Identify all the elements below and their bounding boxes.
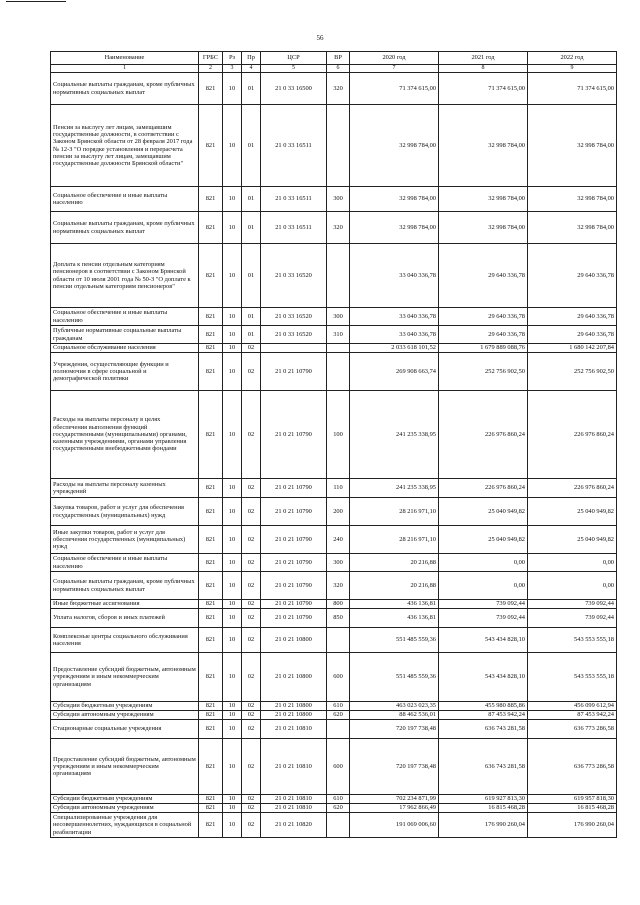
row-grbs: 821 [199, 739, 223, 795]
row-name: Расходы на выплаты персоналу казенных учреждений [51, 479, 199, 498]
row-grbs: 821 [199, 720, 223, 739]
column-index: 3 [223, 65, 242, 73]
row-vr [327, 105, 350, 187]
header-pr: Пр [242, 52, 261, 65]
table-row [51, 628, 617, 653]
row-rz: 10 [223, 739, 242, 795]
column-index: 8 [439, 65, 528, 73]
table-row [51, 600, 617, 609]
table-row [51, 795, 617, 804]
row-rz: 10 [223, 479, 242, 498]
row-amount-2020: 436 136,81 [350, 609, 439, 628]
row-grbs: 821 [199, 600, 223, 609]
row-pr: 01 [242, 326, 261, 344]
row-amount-2022: 543 553 555,18 [528, 628, 617, 653]
row-amount-2020: 32 998 784,00 [350, 105, 439, 187]
row-vr: 320 [327, 73, 350, 105]
row-amount-2021: 226 976 860,24 [439, 479, 528, 498]
row-rz: 10 [223, 244, 242, 308]
row-name: Иные закупки товаров, работ и услуг для обеспечения государственных (муниципальных) нужд [51, 526, 199, 554]
row-pr: 02 [242, 479, 261, 498]
row-amount-2020: 17 962 866,49 [350, 804, 439, 813]
row-rz: 10 [223, 813, 242, 838]
row-csr: 21 0 33 16500 [261, 73, 327, 105]
row-rz: 10 [223, 498, 242, 526]
row-csr: 21 0 21 10790 [261, 391, 327, 479]
row-pr: 01 [242, 187, 261, 212]
row-amount-2021: 87 453 942,24 [439, 711, 528, 720]
row-rz: 10 [223, 187, 242, 212]
row-amount-2022: 29 640 336,78 [528, 308, 617, 326]
row-csr: 21 0 21 10790 [261, 479, 327, 498]
row-name: Социальное обслуживание населения [51, 344, 199, 353]
row-name: Стационарные социальные учреждения [51, 720, 199, 739]
budget-table [50, 51, 617, 838]
row-amount-2020: 2 033 618 101,52 [350, 344, 439, 353]
row-rz: 10 [223, 711, 242, 720]
table-row [51, 73, 617, 105]
row-amount-2020: 33 040 336,78 [350, 326, 439, 344]
row-rz: 10 [223, 105, 242, 187]
table-row [51, 554, 617, 572]
row-csr: 21 0 21 10800 [261, 628, 327, 653]
table-row [51, 353, 617, 391]
row-csr: 21 0 21 10790 [261, 526, 327, 554]
row-grbs: 821 [199, 554, 223, 572]
page-number: 56 [316, 34, 324, 42]
row-pr: 02 [242, 498, 261, 526]
row-amount-2021: 16 815 468,28 [439, 804, 528, 813]
header-name: Наименование [51, 52, 199, 65]
row-grbs: 821 [199, 804, 223, 813]
row-amount-2022: 71 374 615,00 [528, 73, 617, 105]
row-csr: 21 0 33 16520 [261, 244, 327, 308]
row-amount-2020: 28 216 971,10 [350, 498, 439, 526]
row-amount-2022: 176 990 260,04 [528, 813, 617, 838]
table-row [51, 804, 617, 813]
row-rz: 10 [223, 554, 242, 572]
row-csr: 21 0 21 10800 [261, 711, 327, 720]
row-name: Социальные выплаты гражданам, кроме публичных нормативных социальных выплат [51, 212, 199, 244]
row-grbs: 821 [199, 572, 223, 600]
row-grbs: 821 [199, 326, 223, 344]
row-rz: 10 [223, 804, 242, 813]
table-row [51, 187, 617, 212]
row-amount-2021: 739 092,44 [439, 600, 528, 609]
row-vr: 300 [327, 554, 350, 572]
row-amount-2022: 32 998 784,00 [528, 105, 617, 187]
row-amount-2022: 543 553 555,18 [528, 653, 617, 702]
row-name: Комплексные центры социального обслуживания населения [51, 628, 199, 653]
row-csr: 21 0 33 16520 [261, 308, 327, 326]
header-2020: 2020 год [350, 52, 439, 65]
row-amount-2022: 636 773 286,58 [528, 739, 617, 795]
row-pr: 02 [242, 711, 261, 720]
row-name: Специализированные учреждения для несовершеннолетних, нуждающихся в социальной реабилитации [51, 813, 199, 838]
row-amount-2021: 32 998 784,00 [439, 105, 528, 187]
row-grbs: 821 [199, 702, 223, 711]
row-grbs: 821 [199, 391, 223, 479]
header-csr: ЦСР [261, 52, 327, 65]
row-amount-2020: 463 023 023,35 [350, 702, 439, 711]
header-grbs: ГРБС [199, 52, 223, 65]
row-amount-2022: 739 092,44 [528, 609, 617, 628]
row-amount-2022: 0,00 [528, 572, 617, 600]
row-vr: 620 [327, 711, 350, 720]
row-vr: 600 [327, 739, 350, 795]
row-amount-2022: 87 453 942,24 [528, 711, 617, 720]
row-name: Субсидии автономным учреждениям [51, 804, 199, 813]
row-grbs: 821 [199, 73, 223, 105]
row-grbs: 821 [199, 344, 223, 353]
row-vr: 100 [327, 391, 350, 479]
row-name: Социальные выплаты гражданам, кроме публичных нормативных социальных выплат [51, 73, 199, 105]
top-edge-line [6, 1, 66, 2]
table-row [51, 526, 617, 554]
row-amount-2021: 25 040 949,82 [439, 526, 528, 554]
row-amount-2021: 619 927 813,30 [439, 795, 528, 804]
row-amount-2020: 551 485 559,36 [350, 653, 439, 702]
row-amount-2020: 33 040 336,78 [350, 244, 439, 308]
row-amount-2020: 720 197 738,48 [350, 739, 439, 795]
row-rz: 10 [223, 628, 242, 653]
row-name: Социальное обеспечение и иные выплаты населению [51, 554, 199, 572]
row-name: Субсидии автономным учреждениям [51, 711, 199, 720]
row-vr [327, 353, 350, 391]
row-vr: 110 [327, 479, 350, 498]
table-row [51, 653, 617, 702]
table-row [51, 105, 617, 187]
row-pr: 02 [242, 813, 261, 838]
row-csr: 21 0 33 16520 [261, 326, 327, 344]
row-amount-2021: 636 743 281,58 [439, 739, 528, 795]
row-amount-2021: 71 374 615,00 [439, 73, 528, 105]
row-pr: 02 [242, 609, 261, 628]
row-name: Субсидии бюджетным учреждениям [51, 702, 199, 711]
table-row [51, 326, 617, 344]
row-name: Предоставление субсидий бюджетным, автономным учреждениям и иным некоммерческим организациям [51, 739, 199, 795]
row-rz: 10 [223, 702, 242, 711]
row-amount-2021: 29 640 336,78 [439, 308, 528, 326]
table-row [51, 212, 617, 244]
table-row [51, 391, 617, 479]
row-amount-2021: 29 640 336,78 [439, 244, 528, 308]
row-vr [327, 720, 350, 739]
row-pr: 02 [242, 720, 261, 739]
row-pr: 02 [242, 600, 261, 609]
row-amount-2020: 241 235 338,95 [350, 479, 439, 498]
row-name: Закупка товаров, работ и услуг для обеспечения государственных (муниципальных) нужд [51, 498, 199, 526]
column-index: 4 [242, 65, 261, 73]
row-grbs: 821 [199, 187, 223, 212]
row-vr: 320 [327, 572, 350, 600]
table-header-row [51, 52, 617, 65]
table-row [51, 711, 617, 720]
row-rz: 10 [223, 308, 242, 326]
row-amount-2022: 25 040 949,82 [528, 526, 617, 554]
row-amount-2022: 1 680 142 207,84 [528, 344, 617, 353]
row-csr: 21 0 33 16511 [261, 105, 327, 187]
row-rz: 10 [223, 212, 242, 244]
row-amount-2022: 29 640 336,78 [528, 326, 617, 344]
row-rz: 10 [223, 73, 242, 105]
row-vr: 620 [327, 804, 350, 813]
row-amount-2021: 176 990 260,04 [439, 813, 528, 838]
row-rz: 10 [223, 609, 242, 628]
row-amount-2022: 0,00 [528, 554, 617, 572]
row-pr: 02 [242, 391, 261, 479]
row-vr: 610 [327, 702, 350, 711]
row-grbs: 821 [199, 308, 223, 326]
row-vr: 800 [327, 600, 350, 609]
row-grbs: 821 [199, 628, 223, 653]
column-index: 9 [528, 65, 617, 73]
row-rz: 10 [223, 344, 242, 353]
table-row [51, 702, 617, 711]
row-amount-2021: 543 434 828,10 [439, 653, 528, 702]
row-grbs: 821 [199, 711, 223, 720]
row-pr: 02 [242, 804, 261, 813]
row-csr: 21 0 21 10800 [261, 702, 327, 711]
row-amount-2020: 269 908 663,74 [350, 353, 439, 391]
row-pr: 01 [242, 105, 261, 187]
row-csr: 21 0 21 10820 [261, 813, 327, 838]
row-amount-2020: 28 216 971,10 [350, 526, 439, 554]
table-row [51, 609, 617, 628]
row-grbs: 821 [199, 212, 223, 244]
header-2022: 2022 год [528, 52, 617, 65]
table-row [51, 244, 617, 308]
row-csr: 21 0 33 16511 [261, 187, 327, 212]
table-row [51, 479, 617, 498]
row-amount-2021: 226 976 860,24 [439, 391, 528, 479]
row-vr: 200 [327, 498, 350, 526]
row-amount-2021: 0,00 [439, 572, 528, 600]
table-row [51, 739, 617, 795]
row-name: Расходы на выплаты персоналу в целях обеспечения выполнения функций государственными (муниципальными) органами, казенными учреждениями, органами управления государственными внебюджетными фондами [51, 391, 199, 479]
row-csr: 21 0 21 10790 [261, 609, 327, 628]
table-row [51, 308, 617, 326]
row-csr: 21 0 21 10810 [261, 795, 327, 804]
row-rz: 10 [223, 391, 242, 479]
row-amount-2020: 720 197 738,48 [350, 720, 439, 739]
table-body [51, 73, 617, 838]
row-vr: 240 [327, 526, 350, 554]
row-amount-2021: 32 998 784,00 [439, 212, 528, 244]
row-amount-2022: 226 976 860,24 [528, 391, 617, 479]
row-amount-2020: 33 040 336,78 [350, 308, 439, 326]
row-name: Социальное обеспечение и иные выплаты населению [51, 308, 199, 326]
row-rz: 10 [223, 572, 242, 600]
row-amount-2021: 739 092,44 [439, 609, 528, 628]
row-grbs: 821 [199, 244, 223, 308]
row-pr: 02 [242, 572, 261, 600]
row-pr: 02 [242, 353, 261, 391]
row-amount-2022: 25 040 949,82 [528, 498, 617, 526]
row-name: Социальное обеспечение и иные выплаты населению [51, 187, 199, 212]
row-csr: 21 0 21 10810 [261, 804, 327, 813]
row-amount-2020: 88 462 536,01 [350, 711, 439, 720]
column-index: 5 [261, 65, 327, 73]
row-name: Социальные выплаты гражданам, кроме публичных нормативных социальных выплат [51, 572, 199, 600]
row-name: Пенсия за выслугу лет лицам, замещавшим государственные должности, в соответствии с Законом Брянской области от 28 февраля 2017 года № 12-З "О порядке установления и перерасчета пенсии за выслугу лет лицам, замещавшим государственные должности Брянской области" [51, 105, 199, 187]
table-row [51, 498, 617, 526]
column-index-row [51, 65, 617, 73]
row-vr: 320 [327, 212, 350, 244]
row-pr: 02 [242, 344, 261, 353]
row-grbs: 821 [199, 609, 223, 628]
row-name: Учреждения, осуществляющие функции и полномочия в сфере социальной и демографической политики [51, 353, 199, 391]
row-amount-2021: 32 998 784,00 [439, 187, 528, 212]
row-csr: 21 0 21 10800 [261, 653, 327, 702]
header-rz: Рз [223, 52, 242, 65]
row-vr: 300 [327, 308, 350, 326]
row-amount-2021: 636 743 281,58 [439, 720, 528, 739]
row-rz: 10 [223, 526, 242, 554]
row-rz: 10 [223, 600, 242, 609]
column-index: 7 [350, 65, 439, 73]
row-amount-2022: 252 756 902,50 [528, 353, 617, 391]
column-index: 1 [51, 65, 199, 73]
row-grbs: 821 [199, 479, 223, 498]
row-vr [327, 244, 350, 308]
row-amount-2020: 32 998 784,00 [350, 187, 439, 212]
table-row [51, 344, 617, 353]
row-amount-2021: 29 640 336,78 [439, 326, 528, 344]
row-pr: 01 [242, 73, 261, 105]
row-grbs: 821 [199, 813, 223, 838]
table-row [51, 720, 617, 739]
row-pr: 01 [242, 308, 261, 326]
row-pr: 02 [242, 702, 261, 711]
row-amount-2022: 739 092,44 [528, 600, 617, 609]
row-grbs: 821 [199, 795, 223, 804]
row-csr: 21 0 21 10790 [261, 353, 327, 391]
row-vr [327, 628, 350, 653]
row-amount-2020: 241 235 338,95 [350, 391, 439, 479]
row-pr: 01 [242, 212, 261, 244]
row-amount-2022: 32 998 784,00 [528, 212, 617, 244]
row-amount-2021: 1 679 889 088,76 [439, 344, 528, 353]
row-name: Предоставление субсидий бюджетным, автономным учреждениям и иным некоммерческим организациям [51, 653, 199, 702]
row-amount-2022: 619 957 818,30 [528, 795, 617, 804]
row-pr: 01 [242, 244, 261, 308]
column-index: 6 [327, 65, 350, 73]
row-csr: 21 0 21 10790 [261, 554, 327, 572]
row-rz: 10 [223, 653, 242, 702]
row-pr: 02 [242, 554, 261, 572]
row-vr: 600 [327, 653, 350, 702]
row-amount-2022: 226 976 860,24 [528, 479, 617, 498]
header-2021: 2021 год [439, 52, 528, 65]
row-amount-2020: 436 136,81 [350, 600, 439, 609]
table-row [51, 572, 617, 600]
row-name: Иные бюджетные ассигнования [51, 600, 199, 609]
row-amount-2022: 636 773 286,58 [528, 720, 617, 739]
row-amount-2020: 20 216,88 [350, 572, 439, 600]
row-amount-2021: 455 980 885,86 [439, 702, 528, 711]
row-grbs: 821 [199, 105, 223, 187]
row-pr: 02 [242, 795, 261, 804]
row-csr: 21 0 21 10810 [261, 739, 327, 795]
row-csr: 21 0 21 10810 [261, 720, 327, 739]
row-name: Доплата к пенсии отдельным категориям пенсионеров в соответствии с Законом Брянской области от 10 июля 2001 года № 50-З "О доплате к пенсии отдельным категориям пенсионеров" [51, 244, 199, 308]
row-grbs: 821 [199, 526, 223, 554]
row-name: Уплата налогов, сборов и иных платежей [51, 609, 199, 628]
row-vr: 310 [327, 326, 350, 344]
row-vr [327, 344, 350, 353]
row-pr: 02 [242, 653, 261, 702]
row-rz: 10 [223, 326, 242, 344]
table-row [51, 813, 617, 838]
row-amount-2021: 252 756 902,50 [439, 353, 528, 391]
row-amount-2020: 20 216,88 [350, 554, 439, 572]
row-rz: 10 [223, 720, 242, 739]
row-pr: 02 [242, 739, 261, 795]
row-pr: 02 [242, 526, 261, 554]
row-amount-2020: 71 374 615,00 [350, 73, 439, 105]
row-grbs: 821 [199, 498, 223, 526]
column-index: 2 [199, 65, 223, 73]
row-grbs: 821 [199, 353, 223, 391]
row-amount-2022: 32 998 784,00 [528, 187, 617, 212]
row-vr [327, 813, 350, 838]
row-amount-2022: 456 099 612,94 [528, 702, 617, 711]
row-amount-2021: 25 040 949,82 [439, 498, 528, 526]
row-amount-2020: 702 234 871,99 [350, 795, 439, 804]
row-csr: 21 0 21 10790 [261, 572, 327, 600]
row-pr: 02 [242, 628, 261, 653]
row-vr: 300 [327, 187, 350, 212]
header-vr: ВР [327, 52, 350, 65]
row-amount-2020: 191 069 006,60 [350, 813, 439, 838]
row-name: Публичные нормативные социальные выплаты гражданам [51, 326, 199, 344]
row-amount-2022: 16 815 468,28 [528, 804, 617, 813]
row-vr: 610 [327, 795, 350, 804]
row-vr: 850 [327, 609, 350, 628]
row-amount-2020: 32 998 784,00 [350, 212, 439, 244]
row-rz: 10 [223, 795, 242, 804]
row-grbs: 821 [199, 653, 223, 702]
row-csr: 21 0 33 16511 [261, 212, 327, 244]
row-csr: 21 0 21 10790 [261, 498, 327, 526]
row-amount-2022: 29 640 336,78 [528, 244, 617, 308]
row-name: Субсидии бюджетным учреждениям [51, 795, 199, 804]
row-amount-2021: 543 434 828,10 [439, 628, 528, 653]
row-amount-2021: 0,00 [439, 554, 528, 572]
row-rz: 10 [223, 353, 242, 391]
row-amount-2020: 551 485 559,36 [350, 628, 439, 653]
row-csr [261, 344, 327, 353]
row-csr: 21 0 21 10790 [261, 600, 327, 609]
